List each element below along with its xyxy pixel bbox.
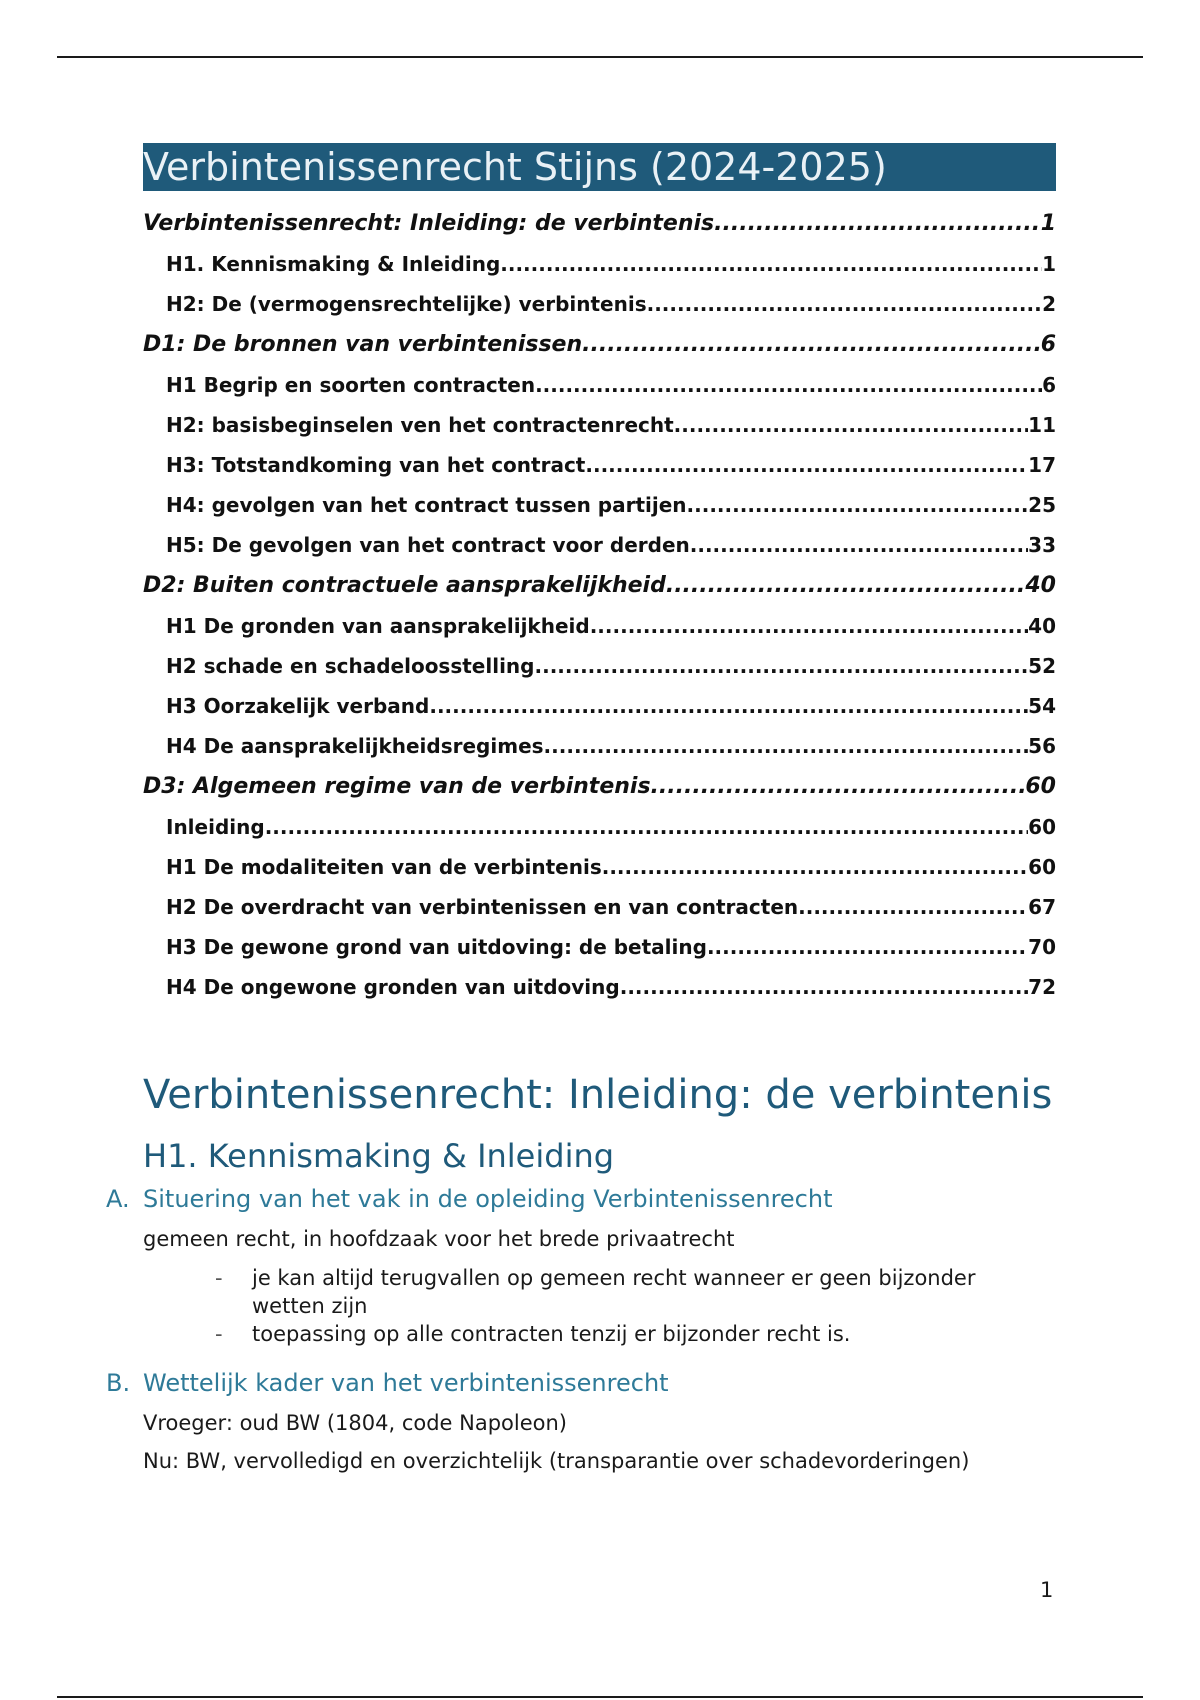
toc-dot-leader	[620, 967, 1028, 1007]
toc-dot-leader	[535, 365, 1042, 405]
section-a-bullets	[215, 1264, 1015, 1348]
toc-chapter-link[interactable]	[143, 646, 1056, 686]
toc-dot-leader	[500, 244, 1042, 284]
toc-dot-leader	[265, 807, 1028, 847]
document-page	[106, 143, 1056, 1486]
toc-dot-leader	[674, 405, 1029, 445]
toc-chapter-link[interactable]	[143, 686, 1056, 726]
toc-dot-leader	[582, 324, 1041, 365]
section-b-letter: B.	[106, 1369, 131, 1397]
toc-entry-title: H2: basisbeginselen ven het contractenrecht	[166, 413, 674, 437]
toc-entry-page: 1	[1040, 211, 1056, 236]
chapter-heading: H1. Kennismaking & Inleiding	[143, 1137, 615, 1175]
toc-entry-title: H3 Oorzakelijk verband	[166, 694, 430, 718]
toc-part-link[interactable]	[143, 324, 1056, 365]
toc-dot-leader	[585, 445, 1028, 485]
toc-entry-title: H1 De modaliteiten van de verbintenis	[166, 855, 602, 879]
toc-entry-title: H4 De aansprakelijkheidsregimes	[166, 734, 544, 758]
toc-entry-title: Inleiding	[166, 815, 265, 839]
toc-entry-page: 6	[1040, 332, 1056, 357]
toc-chapter-link[interactable]	[143, 807, 1056, 847]
toc-dot-leader	[429, 686, 1028, 726]
toc-chapter-link[interactable]	[143, 445, 1056, 485]
toc-dot-leader	[647, 284, 1042, 324]
toc-chapter-link[interactable]	[143, 726, 1056, 766]
toc-chapter-link[interactable]	[143, 967, 1056, 1007]
toc-entry-title: H1 De gronden van aansprakelijkheid	[166, 614, 590, 638]
footer-rule	[57, 1696, 1143, 1698]
toc-part-link[interactable]	[143, 203, 1056, 244]
toc-entry-page: 40	[1025, 573, 1056, 598]
toc-chapter-link[interactable]	[143, 525, 1056, 565]
toc-entry-page: 25	[1028, 493, 1056, 517]
toc-entry-page: 56	[1028, 734, 1056, 758]
toc-entry-title: H3 De gewone grond van uitdoving: de betaling	[166, 935, 707, 959]
toc-entry-page: 33	[1028, 533, 1056, 557]
toc-entry-page: 17	[1028, 453, 1056, 477]
toc-chapter-link[interactable]	[143, 606, 1056, 646]
toc-part-link[interactable]	[143, 565, 1056, 606]
toc-dot-leader	[690, 525, 1028, 565]
toc-entry-page: 54	[1028, 694, 1056, 718]
toc-dot-leader	[590, 606, 1028, 646]
toc-entry-page: 67	[1028, 895, 1056, 919]
toc-entry-title: D1: De bronnen van verbintenissen	[143, 332, 583, 357]
toc-dot-leader	[798, 887, 1028, 927]
toc-entry-title: H2 De overdracht van verbintenissen en van contracten	[166, 895, 799, 919]
toc-entry-title: H3: Totstandkoming van het contract	[166, 453, 586, 477]
toc-chapter-link[interactable]	[143, 405, 1056, 445]
toc-entry-title: H1. Kennismaking & Inleiding	[166, 252, 501, 276]
toc-dot-leader	[707, 927, 1028, 967]
dash-bullet: -	[215, 1322, 223, 1346]
toc-entry-title: H4: gevolgen van het contract tussen partijen	[166, 493, 687, 517]
toc-entry-title: H2: De (vermogensrechtelijke) verbintenis	[166, 292, 647, 316]
toc-chapter-link[interactable]	[143, 365, 1056, 405]
list-item-text: toepassing op alle contracten tenzij er bijzonder recht is.	[252, 1322, 851, 1346]
section-a-title: Situering van het vak in de opleiding Verbintenissenrecht	[143, 1185, 833, 1213]
toc-dot-leader	[651, 766, 1026, 807]
toc-entry-page: 2	[1042, 292, 1056, 316]
toc-entry-title: H4 De ongewone gronden van uitdoving	[166, 975, 620, 999]
toc-chapter-link[interactable]	[143, 284, 1056, 324]
part-heading: Verbintenissenrecht: Inleiding: de verbintenis	[143, 1072, 1053, 1118]
section-a-heading	[106, 1182, 1056, 1216]
section-a-paragraph: gemeen recht, in hoofdzaak voor het brede privaatrecht	[143, 1227, 735, 1251]
toc-chapter-link[interactable]	[143, 485, 1056, 525]
section-b-heading	[106, 1366, 1056, 1400]
toc-entry-page: 1	[1042, 252, 1056, 276]
dash-bullet: -	[215, 1266, 223, 1290]
toc-chapter-link[interactable]	[143, 887, 1056, 927]
section-b-title: Wettelijk kader van het verbintenissenrecht	[143, 1369, 669, 1397]
list-item	[215, 1264, 1015, 1320]
toc-entry-page: 11	[1028, 413, 1056, 437]
toc-entry-title: Verbintenissenrecht: Inleiding: de verbintenis	[143, 211, 715, 236]
toc-dot-leader	[535, 646, 1029, 686]
list-item	[215, 1320, 1015, 1348]
table-of-contents	[143, 203, 1056, 1007]
toc-chapter-link[interactable]	[143, 244, 1056, 284]
document-title: Verbintenissenrecht Stijns (2024-2025)	[143, 143, 1056, 191]
toc-dot-leader	[714, 203, 1041, 244]
toc-entry-page: 60	[1028, 855, 1056, 879]
toc-entry-page: 70	[1028, 935, 1056, 959]
toc-entry-page: 60	[1025, 774, 1056, 799]
header-rule	[57, 56, 1143, 58]
list-item-text: je kan altijd terugvallen op gemeen recht wanneer er geen bijzonder wetten zijn	[252, 1266, 976, 1318]
toc-entry-title: D3: Algemeen regime van de verbintenis	[143, 774, 651, 799]
toc-entry-title: H5: De gevolgen van het contract voor derden	[166, 533, 690, 557]
toc-part-link[interactable]	[143, 766, 1056, 807]
section-b-paragraph: Nu: BW, vervolledigd en overzichtelijk (transparantie over schadevorderingen)	[143, 1449, 970, 1473]
toc-entry-page: 72	[1028, 975, 1056, 999]
toc-entry-title: H1 Begrip en soorten contracten	[166, 373, 536, 397]
section-a-letter: A.	[106, 1185, 130, 1213]
toc-chapter-link[interactable]	[143, 927, 1056, 967]
toc-entry-title: D2: Buiten contractuele aansprakelijkheid	[143, 573, 666, 598]
toc-entry-title: H2 schade en schadeloosstelling	[166, 654, 535, 678]
toc-dot-leader	[687, 485, 1029, 525]
toc-dot-leader	[544, 726, 1029, 766]
toc-entry-page: 40	[1028, 614, 1056, 638]
toc-dot-leader	[666, 565, 1026, 606]
toc-dot-leader	[602, 847, 1028, 887]
section-b-paragraph: Vroeger: oud BW (1804, code Napoleon)	[143, 1411, 567, 1435]
toc-entry-page: 60	[1028, 815, 1056, 839]
toc-entry-page: 52	[1028, 654, 1056, 678]
toc-entry-page: 6	[1042, 373, 1056, 397]
toc-chapter-link[interactable]	[143, 847, 1056, 887]
page-number: 1	[1040, 1578, 1054, 1602]
